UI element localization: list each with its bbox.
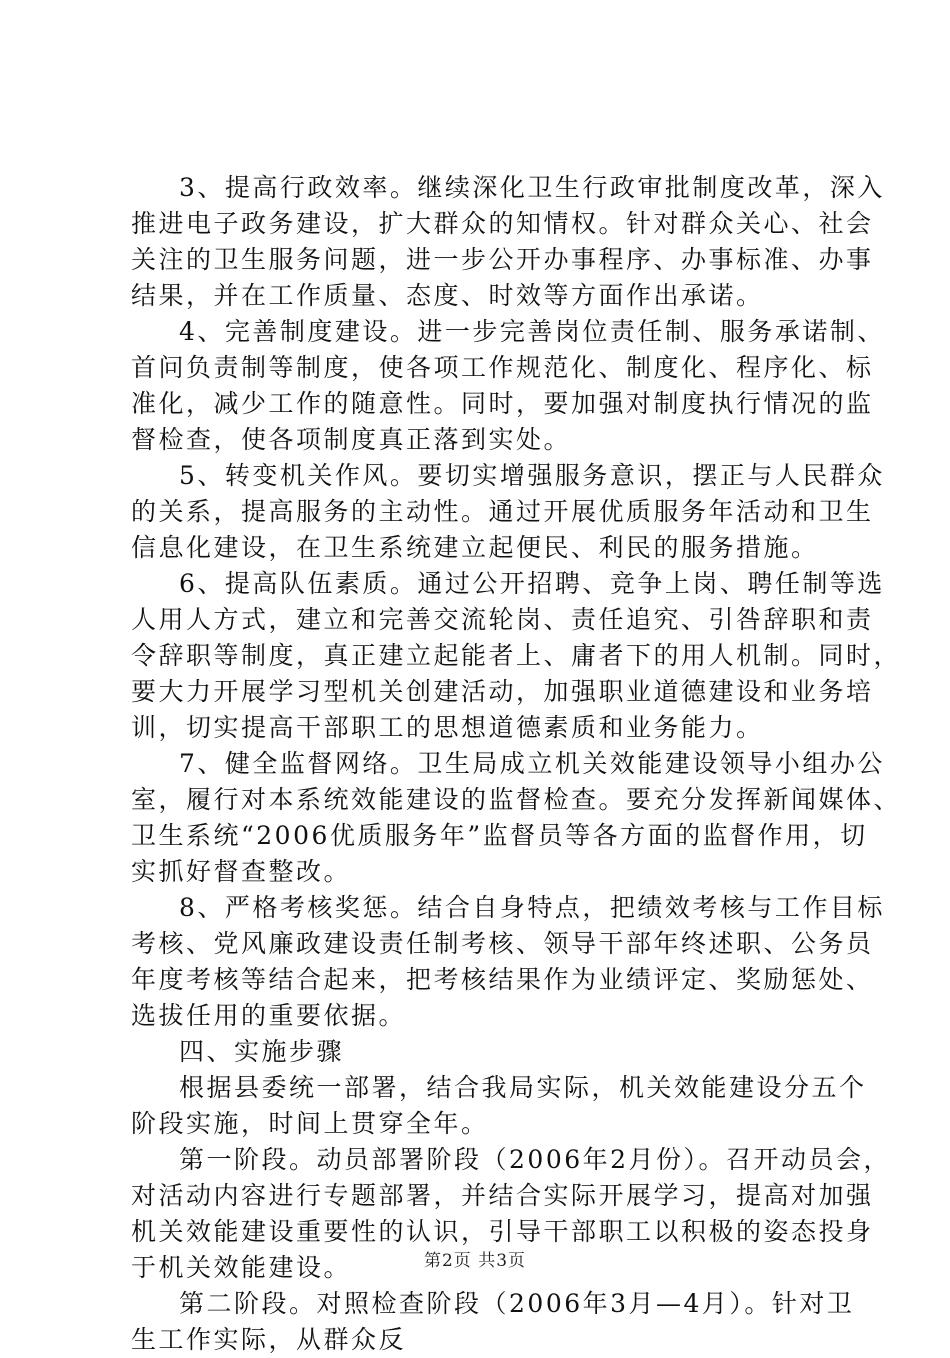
paragraph-3-line-2: 推进电子政务建设，扩大群众的知情权。针对群众关心、社会 xyxy=(131,209,874,238)
paragraph-8-line-3: 年度考核等结合起来，把考核结果作为业绩评定、奖励惩处、 xyxy=(131,965,874,994)
paragraph-intro-line-1: 根据县委统一部署，结合我局实际，机关效能建设分五个 xyxy=(179,1073,867,1102)
paragraph-8-line-2: 考核、党风廉政建设责任制考核、领导干部年终述职、公务员 xyxy=(131,929,874,958)
paragraph-stage1-line-4: 于机关效能建设。 xyxy=(131,1253,352,1282)
paragraph-8-line-1: 8、严格考核奖惩。结合自身特点，把绩效考核与工作目标 xyxy=(179,893,885,922)
paragraph-6-line-5: 训，切实提高干部职工的思想道德素质和业务能力。 xyxy=(131,713,764,742)
paragraph-4-line-4: 督检查，使各项制度真正落到实处。 xyxy=(131,425,572,454)
paragraph-6-line-4: 要大力开展学习型机关创建活动，加强职业道德建设和业务培 xyxy=(131,677,874,706)
paragraph-4-line-1: 4、完善制度建设。进一步完善岗位责任制、服务承诺制、 xyxy=(179,317,885,346)
paragraph-stage1-line-3: 机关效能建设重要性的认识，引导干部职工以积极的姿态投身 xyxy=(131,1217,874,1246)
paragraph-5-line-3: 信息化建设，在卫生系统建立起便民、利民的服务措施。 xyxy=(131,533,819,562)
paragraph-6-line-3: 令辞职等制度，真正建立起能者上、庸者下的用人机制。同时， xyxy=(131,641,902,670)
section-heading-implementation: 四、实施步骤 xyxy=(179,1037,345,1066)
paragraph-3-line-1: 3、提高行政效率。继续深化卫生行政审批制度改革，深入 xyxy=(179,173,885,202)
paragraph-7-line-3: 卫生系统“2006优质服务年”监督员等各方面的监督作用，切 xyxy=(131,821,868,850)
paragraph-7-line-2: 室，履行对本系统效能建设的监督检查。要充分发挥新闻媒体、 xyxy=(131,785,902,814)
paragraph-stage2-line-2: 生工作实际，从群众反 xyxy=(131,1325,407,1354)
paragraph-intro-line-2: 阶段实施，时间上贯穿全年。 xyxy=(131,1109,489,1138)
paragraph-8-line-4: 选拔任用的重要依据。 xyxy=(131,1001,407,1030)
paragraph-3-line-4: 结果，并在工作质量、态度、时效等方面作出承诺。 xyxy=(131,281,764,310)
paragraph-6-line-2: 人用人方式，建立和完善交流轮岗、责任追究、引咎辞职和责 xyxy=(131,605,874,634)
paragraph-stage1-line-2: 对活动内容进行专题部署，并结合实际开展学习，提高对加强 xyxy=(131,1181,874,1210)
paragraph-stage1-line-1: 第一阶段。动员部署阶段（2006年2月份）。召开动员会， xyxy=(179,1145,892,1174)
paragraph-3-line-3: 关注的卫生服务问题，进一步公开办事程序、办事标准、办事 xyxy=(131,245,874,274)
document-body xyxy=(131,170,902,1358)
page-number-footer: 第2页 共3页 xyxy=(423,1251,527,1271)
paragraph-5-line-2: 的关系，提高服务的主动性。通过开展优质服务年活动和卫生 xyxy=(131,497,874,526)
paragraph-5-line-1: 5、转变机关作风。要切实增强服务意识，摆正与人民群众 xyxy=(179,461,885,490)
paragraph-stage2-line-1: 第二阶段。对照检查阶段（2006年3月—4月）。针对卫 xyxy=(179,1289,855,1318)
paragraph-4-line-3: 准化，减少工作的随意性。同时，要加强对制度执行情况的监 xyxy=(131,389,874,418)
paragraph-7-line-4: 实抓好督查整改。 xyxy=(131,857,352,886)
paragraph-4-line-2: 首问负责制等制度，使各项工作规范化、制度化、程序化、标 xyxy=(131,353,874,382)
paragraph-7-line-1: 7、健全监督网络。卫生局成立机关效能建设领导小组办公 xyxy=(179,749,885,778)
paragraph-6-line-1: 6、提高队伍素质。通过公开招聘、竞争上岗、聘任制等选 xyxy=(179,569,885,598)
